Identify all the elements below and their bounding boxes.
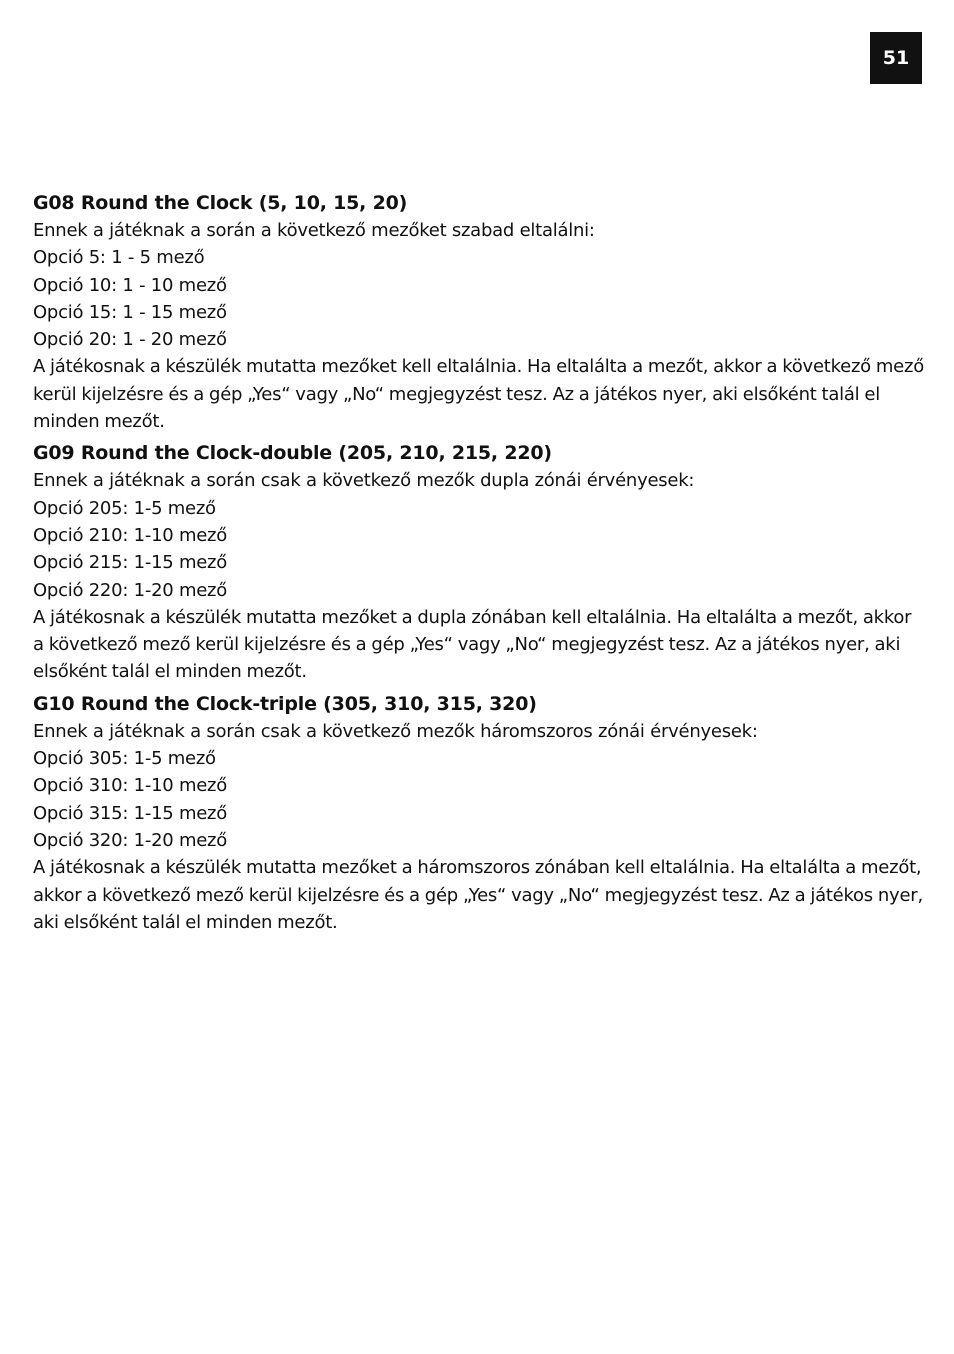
section-heading: G09 Round the Clock-double (205, 210, 215, 220) <box>33 442 552 465</box>
option-line: Opció 305: 1-5 mező <box>33 748 216 770</box>
option-line: Opció 310: 1-10 mező <box>33 775 228 797</box>
option-line: Opció 205: 1-5 mező <box>33 497 216 519</box>
option-line: Opció 15: 1 - 15 mező <box>33 301 227 323</box>
section-heading: G10 Round the Clock-triple (305, 310, 315, 320) <box>33 692 537 715</box>
manual-content <box>33 190 927 941</box>
section-g10 <box>33 691 927 936</box>
option-line: Opció 320: 1-20 mező <box>33 829 228 851</box>
option-line: Opció 20: 1 - 20 mező <box>33 329 227 351</box>
option-line: Opció 210: 1-10 mező <box>33 524 228 546</box>
section-description: A játékosnak a készülék mutatta mezőket kell eltalálnia. Ha eltalálta a mezőt, akkor a következő mező kerül kijelzésre és a gép „Yes“ vagy „No“ megjegyzést tesz. Az a játékos nyer, aki elsőként talál el minden mezőt. <box>33 356 924 433</box>
section-g09 <box>33 440 927 685</box>
option-line: Opció 215: 1-15 mező <box>33 552 228 574</box>
section-description: A játékosnak a készülék mutatta mezőket a háromszoros zónában kell eltalálnia. Ha eltalálta a mezőt, akkor a következő mező kerül kijelzésre és a gép „Yes“ vagy „No“ megjegyzést tesz. Az a játékos nyer, aki elsőként talál el minden mezőt. <box>33 857 923 933</box>
section-intro: Ennek a játéknak a során csak a következő mezők háromszoros zónái érvényesek: <box>33 720 758 742</box>
section-heading: G08 Round the Clock (5, 10, 15, 20) <box>33 192 408 214</box>
option-line: Opció 220: 1-20 mező <box>33 579 228 601</box>
section-g08 <box>33 190 927 435</box>
section-intro: Ennek a játéknak a során csak a következő mezők dupla zónái érvényesek: <box>33 470 695 492</box>
section-intro: Ennek a játéknak a során a következő mezőket szabad eltalálni: <box>33 220 595 241</box>
section-description: A játékosnak a készülék mutatta mezőket a dupla zónában kell eltalálnia. Ha eltalálta a mezőt, akkor a következő mező kerül kijelzésre és a gép „Yes“ vagy „No“ megjegyzést tesz. Az a játékos nyer, aki elsőként talál el minden mezőt. <box>33 606 912 683</box>
option-line: Opció 10: 1 - 10 mező <box>33 274 227 296</box>
page-number-badge: 51 <box>870 32 922 84</box>
option-line: Opció 5: 1 - 5 mező <box>33 247 205 269</box>
option-line: Opció 315: 1-15 mező <box>33 802 228 824</box>
